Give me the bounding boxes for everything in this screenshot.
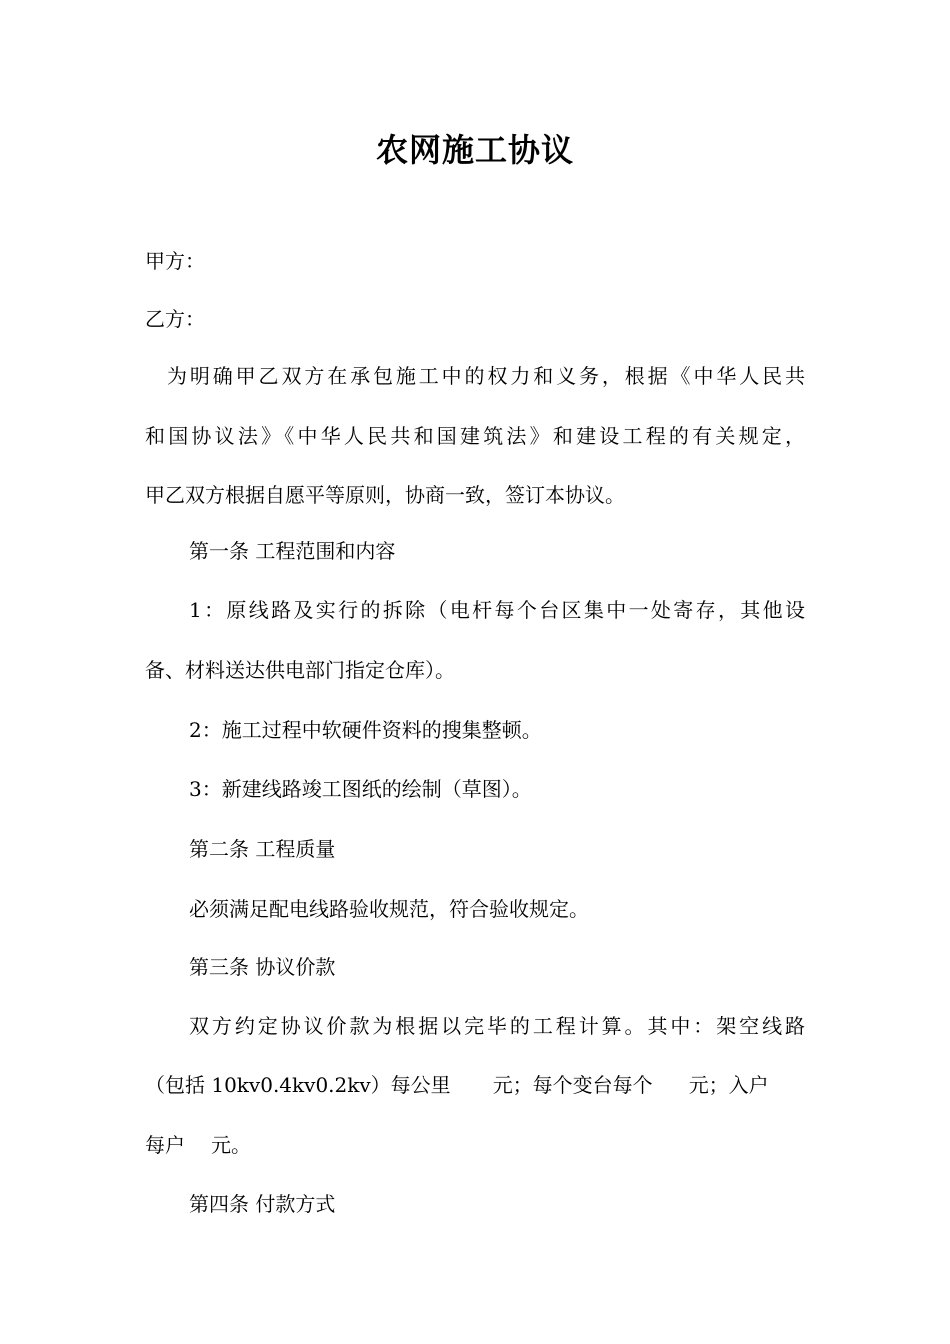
article-3-text-line-3 [145, 1131, 251, 1159]
article-2-heading: 第二条 工程质量 [189, 837, 336, 861]
preamble-line-3: 甲乙双方根据自愿平等原则，协商一致，签订本协议。 [145, 483, 625, 507]
article-1-item-3: 3：新建线路竣工图纸的绘制（草图）。 [189, 777, 532, 801]
preamble-line-2: 和国协议法》《中华人民共和国建筑法》和建设工程的有关规定， [145, 424, 805, 448]
article-2-text: 必须满足配电线路验收规范，符合验收规定。 [189, 897, 589, 921]
article-1-item-1-line-2: 备、材料送达供电部门指定仓库）。 [145, 658, 455, 682]
article-3-text-line-2 [145, 1071, 769, 1099]
price-per-transformer-text: 元；每个变台每个 [492, 1073, 653, 1097]
article-1-item-2: 2：施工过程中软硬件资料的搜集整顿。 [189, 718, 542, 742]
per-household-text: 每户 [145, 1133, 185, 1157]
preamble-line-1: 为明确甲乙双方在承包施工中的权力和义务，根据《中华人民共 [167, 364, 805, 388]
article-3-heading: 第三条 协议价款 [189, 955, 336, 979]
article-1-heading: 第一条 工程范围和内容 [189, 539, 396, 563]
article-3-text-line-1: 双方约定协议价款为根据以完毕的工程计算。其中：架空线路 [189, 1014, 805, 1038]
article-1-item-1-line-1: 1：原线路及实行的拆除（电杆每个台区集中一处寄存，其他设 [189, 598, 805, 622]
yuan-text: 元。 [211, 1133, 251, 1157]
household-label-text: 元；入户 [688, 1073, 769, 1097]
party-a-label: 甲方： [145, 249, 205, 273]
price-per-km-text: （包括 10kv0.4kv0.2kv）每公里 [145, 1073, 451, 1097]
document-title: 农网施工协议 [375, 131, 574, 169]
party-b-label: 乙方： [145, 307, 205, 331]
article-4-heading: 第四条 付款方式 [189, 1192, 336, 1216]
